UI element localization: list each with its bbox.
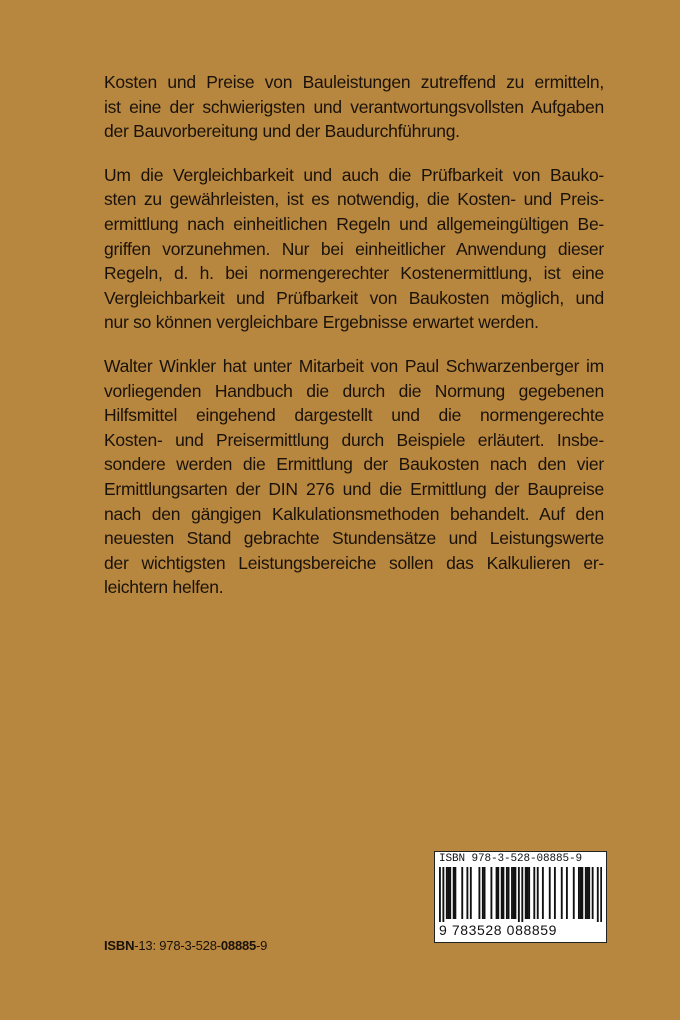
barcode-bar <box>470 867 472 919</box>
barcode-bar <box>561 867 563 919</box>
text-line: Um die Vergleichbarkeit und auch die Prüfbarkeit von Bauko- <box>104 164 604 185</box>
isbn-barcode <box>434 851 607 943</box>
blurb-text <box>104 70 604 619</box>
text-line: Ermittlungsarten der DIN 276 und die Ermittlung der Baupreise <box>104 478 604 499</box>
barcode-bar <box>502 867 504 919</box>
text-line: Kosten und Preise von Bauleistungen zutreffend zu ermitteln, <box>104 72 604 92</box>
isbn-bold-part: 08885 <box>220 938 257 953</box>
text-line: ist eine der schwierigsten und verantwortungsvollsten Aufgaben <box>104 96 604 117</box>
text-line: Kosten- und Preisermittlung durch Beispiele erläutert. Insbe- <box>104 429 604 450</box>
barcode-bar <box>573 867 575 919</box>
barcode-bar <box>566 867 568 919</box>
barcode-digits: 9 783528 088859 <box>439 922 557 938</box>
barcode-bar <box>581 867 583 919</box>
text-line: Hilfsmittel eingehend dargestellt und die normengerechte <box>104 405 604 426</box>
barcode-bar <box>506 867 508 919</box>
barcode-bar <box>453 867 455 919</box>
barcode-bar <box>600 867 602 922</box>
barcode-bar <box>537 867 539 919</box>
text-line: Regeln, d. h. bei normengerechter Kostenermittlung, ist eine <box>104 263 604 284</box>
barcode-bar <box>528 867 530 919</box>
barcode-bar <box>513 867 515 919</box>
barcode-bar <box>446 867 448 919</box>
barcode-bar <box>549 867 551 919</box>
text-line: neuesten Stand gebrachte Stundensätze und Leistungswerte <box>104 528 604 549</box>
barcode-bar <box>496 867 498 919</box>
isbn-footer <box>104 938 267 953</box>
barcode-bar <box>533 867 535 919</box>
barcode-bar <box>442 867 444 922</box>
barcode-bars <box>439 867 602 922</box>
barcode-bar <box>482 867 484 919</box>
barcode-isbn-label: ISBN 978-3-528-08885-9 <box>439 853 583 865</box>
text-line: ermittlung nach einheitlichen Regeln und allgemeingültigen Be- <box>104 213 604 234</box>
barcode-bar <box>525 867 527 919</box>
barcode-bar <box>439 867 441 922</box>
barcode-bar <box>585 867 587 919</box>
text-line: sten zu gewährleisten, ist es notwendig, die Kosten- und Preis- <box>104 189 604 210</box>
barcode-bar <box>501 867 503 919</box>
barcode-bar <box>497 867 499 919</box>
barcode-bar <box>484 867 486 919</box>
text-line: Vergleichbarkeit und Prüfbarkeit von Baukosten möglich, und <box>104 287 604 308</box>
barcode-bar <box>511 867 513 919</box>
paragraph-3 <box>104 354 604 600</box>
text-line: vorliegenden Handbuch die durch die Normung gegebenen <box>104 380 604 401</box>
barcode-bar <box>521 867 523 922</box>
barcode-bar <box>454 867 456 919</box>
barcode-bar <box>527 867 529 919</box>
text-line: griffen vorzunehmen. Nur bei einheitlicher Anwendung dieser <box>104 238 604 259</box>
text-line: Walter Winkler hat unter Mitarbeit von Paul Schwarzenberger im <box>104 355 604 376</box>
barcode-bar <box>466 867 468 919</box>
barcode-bar <box>449 867 451 919</box>
barcode-bar <box>554 867 556 919</box>
barcode-bar <box>508 867 510 919</box>
isbn-prefix: ISBN <box>104 938 135 953</box>
barcode-bar <box>518 867 520 922</box>
barcode-bar <box>448 867 450 919</box>
barcode-bar <box>578 867 580 919</box>
barcode-bar <box>490 867 492 919</box>
barcode-bar <box>587 867 589 919</box>
barcode-bar <box>478 867 480 919</box>
text-line: der wichtigsten Leistungsbereiche sollen das Kalkulieren er- <box>104 552 604 573</box>
barcode-bar <box>461 867 463 919</box>
isbn-suffix: -9 <box>256 938 268 953</box>
text-line: sondere werden die Ermittlung der Baukosten nach den vier <box>104 454 604 475</box>
barcode-bar <box>597 867 599 922</box>
barcode-bar <box>514 867 516 919</box>
text-line: nur so können vergleichbare Ergebnisse erwartet werden. <box>104 312 539 333</box>
text-line: der Bauvorbereitung und der Baudurchführung. <box>104 121 460 142</box>
text-line: leichtern helfen. <box>104 577 224 598</box>
isbn-mid: -13: 978-3-528- <box>134 938 221 953</box>
barcode-bar <box>542 867 544 919</box>
paragraph-1 <box>104 70 604 144</box>
text-line: nach den gängigen Kalkulationsmethoden behandelt. Auf den <box>104 503 604 524</box>
paragraph-2 <box>104 163 604 335</box>
barcode-bar <box>580 867 582 919</box>
barcode-bar <box>592 867 594 919</box>
barcode-bar <box>588 867 590 919</box>
